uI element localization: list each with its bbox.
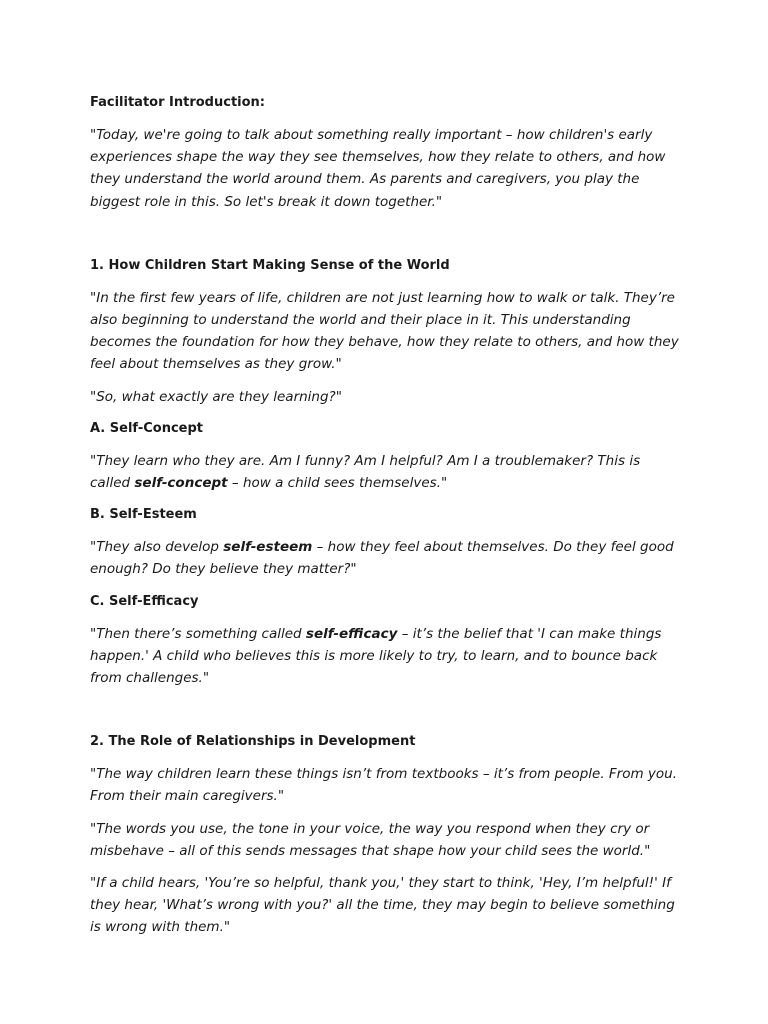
- self-esteem-quote-end: – how they feel about themselves. Do they feel good enough? Do they believe they matter?": [90, 539, 674, 578]
- section2-quote-1: "The way children learn these things isn’t from textbooks – it’s from people. From you. From their main caregivers.": [90, 766, 678, 805]
- self-concept-quote: [90, 450, 680, 494]
- self-concept-heading: A. Self-Concept: [90, 420, 203, 436]
- self-concept-quote-end: – how a child sees themselves.": [227, 475, 448, 492]
- section1-heading: 1. How Children Start Making Sense of the World: [90, 257, 450, 273]
- self-concept-quote-start: "They learn who they are. Am I funny? Am I helpful? Am I a troublemaker? This is called: [90, 452, 641, 492]
- intro-quote: "Today, we're going to talk about something really important – how children's early experiences shape the way they see themselves, how they relate to others, and how they understand the world around them. As parents and caregivers, you play the biggest role in this. So let's break it down together.": [90, 127, 666, 210]
- self-esteem-term: self-esteem: [223, 539, 313, 556]
- self-efficacy-heading: C. Self-Efficacy: [90, 593, 199, 609]
- self-concept-term: self-concept: [134, 475, 228, 492]
- section1-question: "So, what exactly are they learning?": [90, 388, 342, 405]
- self-esteem-quote-start: "They also develop: [90, 539, 224, 556]
- self-efficacy-quote-end: – it’s the belief that 'I can make things happen.' A child who believes this is more likely to try, to learn, and to bounce back from challenges.": [90, 625, 662, 687]
- self-efficacy-quote-start: "Then there’s something called: [90, 625, 306, 642]
- self-efficacy-term: self-efficacy: [305, 625, 398, 642]
- self-esteem-heading: B. Self-Esteem: [90, 507, 197, 523]
- self-efficacy-quote: [90, 623, 680, 690]
- section1-quote: "In the first few years of life, children are not just learning how to walk or talk. They’re also beginning to understand the world and their place in it. This understanding becomes the foundation for how they behave, how they relate to others, and how they feel about themselves as they grow.": [90, 289, 679, 373]
- section2-quote-2: "The words you use, the tone in your voice, the way you respond when they cry or misbehave – all of this sends messages that shape how your child sees the world.": [90, 820, 651, 859]
- section2-quote-3: "If a child hears, 'You’re so helpful, thank you,' they start to think, 'Hey, I’m helpful!' If they hear, 'What’s wrong with you?' all the time, they may begin to believe something is wrong with them.": [90, 875, 675, 936]
- intro-heading: Facilitator Introduction:: [90, 95, 266, 110]
- section2-heading: 2. The Role of Relationships in Development: [90, 734, 416, 750]
- self-esteem-quote: [90, 536, 680, 580]
